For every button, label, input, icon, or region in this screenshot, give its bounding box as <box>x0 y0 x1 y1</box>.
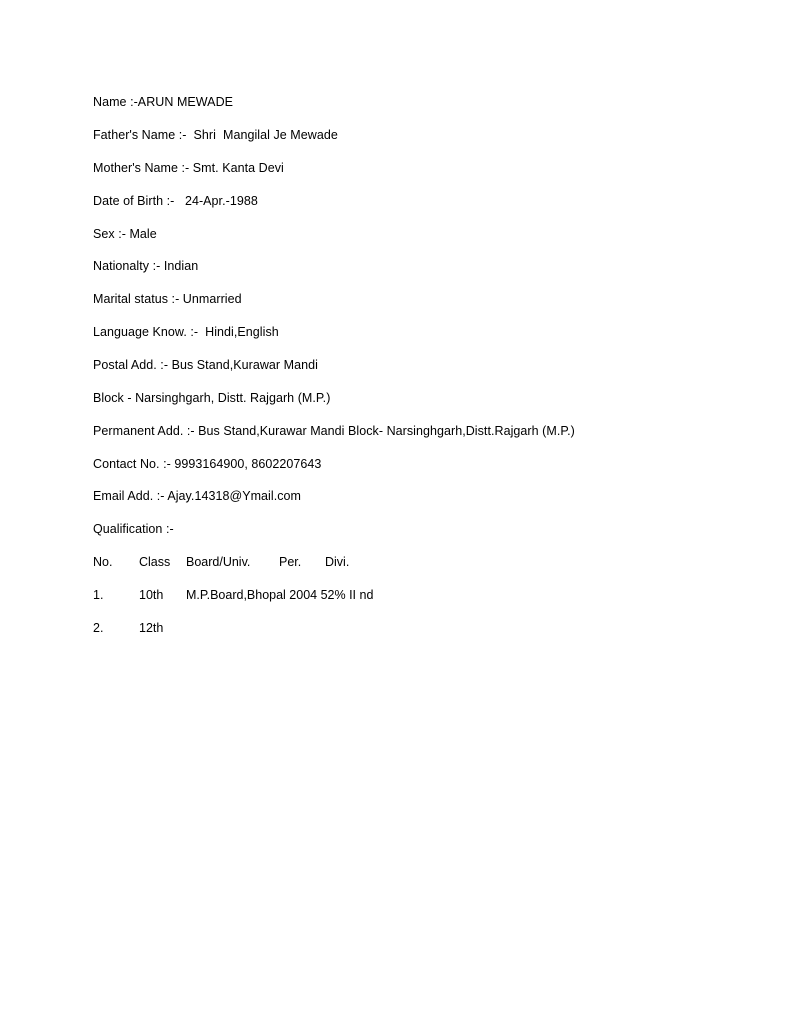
date-of-birth-line: Date of Birth :- 24-Apr.-1988 <box>93 194 258 208</box>
row-no: 1. <box>93 588 104 602</box>
header-per: Per. <box>279 555 302 569</box>
email-line: Email Add. :- Ajay.14318@Ymail.com <box>93 489 301 503</box>
language-line: Language Know. :- Hindi,English <box>93 325 279 339</box>
name-line: Name :-ARUN MEWADE <box>93 95 234 109</box>
block-line: Block - Narsinghgarh, Distt. Rajgarh (M.P.) <box>93 391 331 405</box>
row-no: 2. <box>93 621 104 635</box>
sex-line: Sex :- Male <box>93 227 157 241</box>
row-class: 12th <box>139 621 164 635</box>
father-name-line: Father's Name :- Shri Mangilal Je Mewade <box>93 128 338 142</box>
contact-line: Contact No. :- 9993164900, 8602207643 <box>93 457 322 471</box>
row-detail: M.P.Board,Bhopal 2004 52% II nd <box>186 588 374 602</box>
mother-name-line: Mother's Name :- Smt. Kanta Devi <box>93 161 284 175</box>
row-class: 10th <box>139 588 164 602</box>
marital-status-line: Marital status :- Unmarried <box>93 292 242 306</box>
qualification-heading: Qualification :- <box>93 522 174 536</box>
permanent-address-line: Permanent Add. :- Bus Stand,Kurawar Mandi Block- Narsinghgarh,Distt.Rajgarh (M.P.) <box>93 424 575 438</box>
header-no: No. <box>93 555 113 569</box>
header-class: Class <box>139 555 171 569</box>
header-divi: Divi. <box>325 555 350 569</box>
header-board: Board/Univ. <box>186 555 251 569</box>
nationality-line: Nationalty :- Indian <box>93 259 199 273</box>
postal-address-line: Postal Add. :- Bus Stand,Kurawar Mandi <box>93 358 318 372</box>
